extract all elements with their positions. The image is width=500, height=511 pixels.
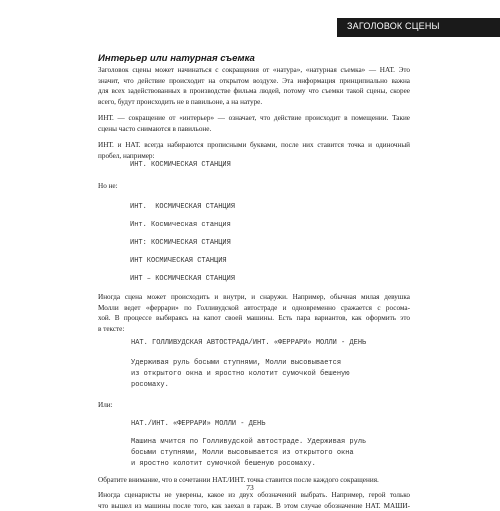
text-line: пробел, например:	[98, 151, 155, 160]
scene-action-line: из открытого окна и яростно колотит сумочкой бешеную	[131, 370, 350, 378]
scene-action-line: росомаху.	[131, 381, 169, 389]
scene-heading: НАТ. ГОЛЛИВУДСКАЯ АВТОСТРАДА/ИНТ. «ФЕРРАРИ» МОЛЛИ - ДЕНЬ	[131, 339, 367, 347]
paragraph-but-not	[98, 181, 410, 192]
text-line: ИНТ. и НАТ. всегда набираются прописными буквами, после них ставится точка и одиночный	[98, 141, 410, 149]
text-line: Заголовок сцены может начинаться с сокращения от «натура», «натурная съемка» — НАТ. Это	[98, 66, 410, 74]
text-line: в тексте:	[98, 324, 125, 333]
text-line: Обратите внимание, что в сочетании НАТ./ИНТ. точка ставится после каждого сокращения.	[98, 476, 379, 484]
example-correct: ИНТ. КОСМИЧЕСКАЯ СТАНЦИЯ	[130, 161, 231, 169]
text-line: хой. В процессе выбираясь на капот своей машины. Есть пара вариантов, как оформить это	[98, 314, 410, 323]
section-title: Интерьер или натурная съемка	[98, 53, 255, 64]
paragraph-nat	[98, 65, 410, 107]
example-incorrect: ИНТ – КОСМИЧЕСКАЯ СТАНЦИЯ	[130, 275, 236, 283]
text-line: Иногда сценаристы не уверены, какое из двух обозначений выбрать. Например, герой только	[98, 491, 410, 499]
example-incorrect: ИНТ: КОСМИЧЕСКАЯ СТАНЦИЯ	[130, 239, 231, 247]
paragraph-capitals	[98, 140, 410, 161]
paragraph-uncertain	[98, 490, 410, 511]
example-incorrect: Инт. Космическая станция	[130, 221, 231, 229]
text-line: Или:	[98, 401, 113, 409]
example-incorrect: ИНТ. КОСМИЧЕСКАЯ СТАНЦИЯ	[130, 203, 236, 211]
text-line: для всех задействованных в производстве фильма людей, потому что съемки такой сцены, скорее	[98, 87, 410, 96]
text-line: что вышел из машины после того, как заехал в гараж. В этом случае обозначение НАТ. МАШИ-	[98, 501, 410, 510]
example-incorrect: ИНТ КОСМИЧЕСКАЯ СТАНЦИЯ	[130, 257, 227, 265]
text-line: значит, что действие происходит на открытом воздухе. Эта информация принципиально важна	[98, 76, 410, 85]
text-line: всего, будут происходить не в павильоне, а на натуре.	[98, 97, 263, 106]
paragraph-int	[98, 113, 410, 134]
scene-action-line: Удерживая руль босыми ступнями, Молли высовывается	[131, 359, 342, 367]
text-line: ИНТ. — сокращение от «интерьер» — означает, что действие происходит в помещении. Такие	[98, 114, 410, 122]
scene-action-line: босыми ступнями, Молли высовывается из открытого окна	[131, 449, 354, 457]
text-line: Молли ведет «феррари» по Голливудской автостраде и одновременно сражается с росома-	[98, 303, 410, 312]
text-line: Иногда сцена может происходить и внутри, и снаружи. Например, обычная милая девушка	[98, 293, 410, 301]
paragraph-or	[98, 400, 410, 411]
page-number: 73	[246, 483, 254, 492]
scene-action-line: Машина мчится по Голливудской автостраде. Удерживая руль	[131, 438, 367, 446]
paragraph-inside-outside	[98, 292, 410, 334]
text-line: сцены часто снимаются в павильоне.	[98, 124, 212, 133]
scene-action-line: и яростно колотит сумочкой бешеную росомаху.	[131, 460, 316, 468]
running-header-title: ЗАГОЛОВОК СЦЕНЫ	[347, 21, 440, 31]
scene-heading: НАТ./ИНТ. «ФЕРРАРИ» МОЛЛИ - ДЕНЬ	[131, 420, 266, 428]
text-line: Но не:	[98, 182, 118, 190]
